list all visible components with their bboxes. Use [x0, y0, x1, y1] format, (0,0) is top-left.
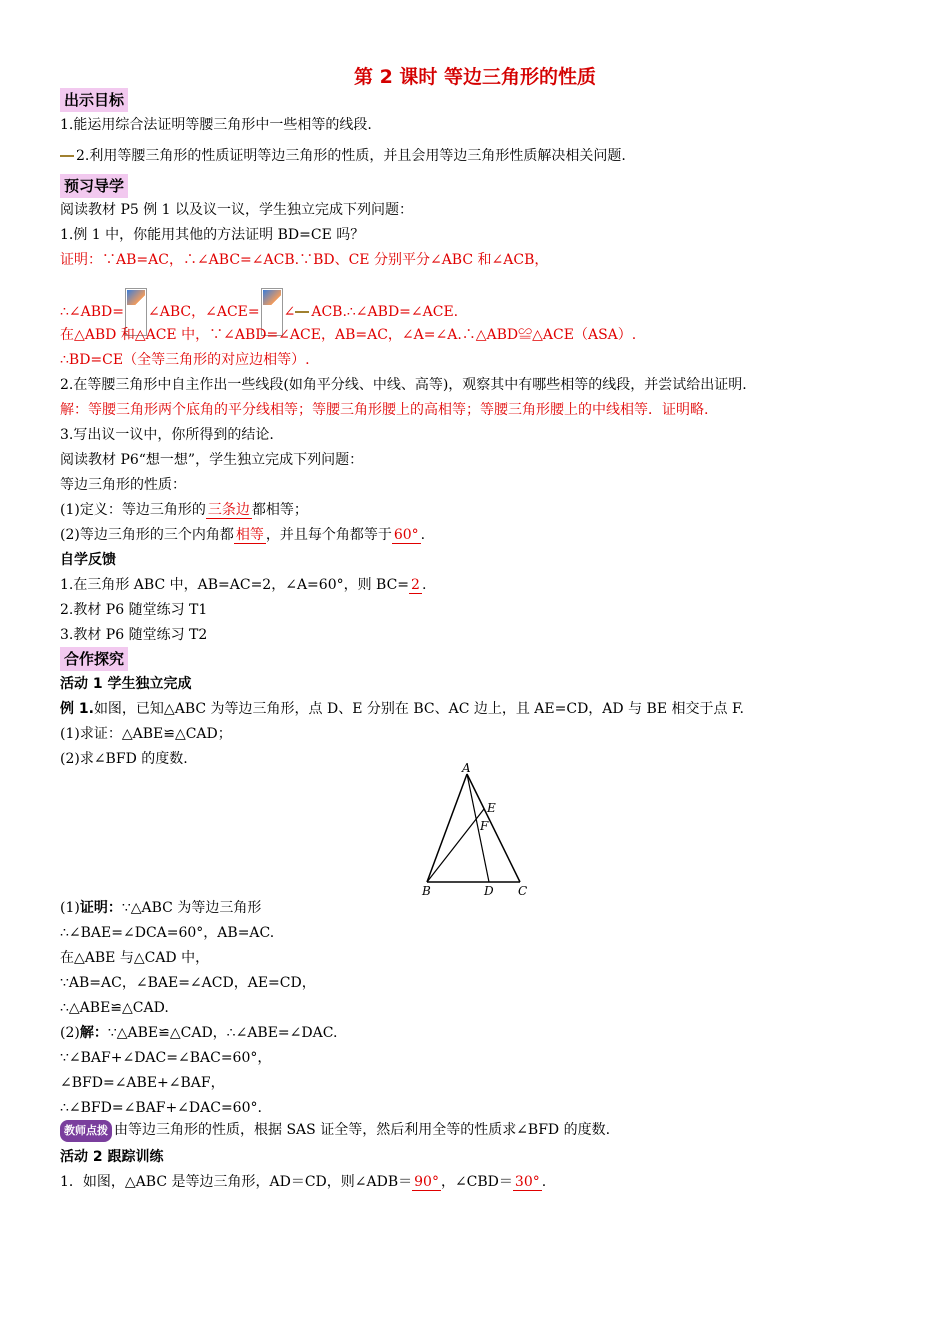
preview-intro: 阅读教材 P5 例 1 以及议一议，学生独立完成下列问题：: [60, 202, 414, 218]
preview-answer-2: 解：等腰三角形两个底角的平分线相等；等腰三角形腰上的高相等；等腰三角形腰上的中线相等．证明略.: [60, 402, 709, 418]
example-question-2: (2)求∠BFD 的度数.: [60, 751, 188, 767]
preview-question-2: 2.在等腰三角形中自主作出一些线段(如角平分线、中线、高等)，观察其中有哪些相等的线段，并尝试给出证明.: [60, 377, 747, 393]
answer-blank: 60°: [393, 527, 419, 543]
label-a: A: [462, 762, 471, 775]
side-ab: [427, 774, 467, 882]
label-e: E: [487, 801, 496, 815]
label-d: D: [484, 884, 494, 898]
solution-line-2: ∴∠BAE=∠DCA=60°，AB=AC.: [60, 925, 275, 941]
section-explore-heading: 合作探究: [60, 647, 128, 671]
proof-line-3: 在△ABD 和△ACE 中，∵∠ABD=∠ACE，AB=AC，∠A=∠A.∴△ABD≌△ACE（ASA）.: [60, 327, 637, 343]
activity-1-heading: 活动 1 学生独立完成: [60, 676, 192, 692]
solution-line-5: ∴△ABE≌△CAD.: [60, 1000, 169, 1016]
teacher-tip: 教师点拨 由等边三角形的性质，根据 SAS 证全等，然后利用全等的性质求∠BFD 的度数.: [60, 1120, 610, 1142]
underline-mark: [295, 311, 309, 313]
activity-2-heading: 活动 2 跟踪训练: [60, 1149, 164, 1165]
section-preview-heading: 预习导学: [60, 174, 128, 198]
answer-blank: 2: [411, 577, 420, 593]
goal-line-2: 2.利用等腰三角形的性质证明等边三角形的性质，并且会用等边三角形性质解决相关问题.: [60, 146, 626, 166]
solution-line-8: ∠BFD=∠ABE+∠BAF，: [60, 1075, 225, 1091]
label-b: B: [422, 884, 431, 898]
activity-2-question-1: 1．如图，△ABC 是等边三角形，AD＝CD，则∠ADB＝ 90° ，∠CBD＝ 30° .: [60, 1174, 547, 1190]
property-2: (2)等边三角形的三个内角都 相等 ，并且每个角都等于 60° .: [60, 527, 426, 543]
lesson-title: 第 2 课时 等边三角形的性质: [353, 66, 597, 88]
example-1: 例 1.如图，已知△ABC 为等边三角形，点 D、E 分别在 BC、AC 边上，且 AE=CD，AD 与 BE 相交于点 F.: [60, 701, 744, 717]
feedback-question-1: 1.在三角形 ABC 中，AB=AC=2，∠A=60°，则 BC= 2 .: [60, 577, 427, 593]
feedback-question-3: 3.教材 P6 随堂练习 T2: [60, 627, 208, 643]
teacher-tip-badge: 教师点拨: [60, 1120, 112, 1142]
property-title: 等边三角形的性质：: [60, 477, 186, 493]
solution-line-4: ∵AB=AC，∠BAE=∠ACD，AE=CD，: [60, 975, 316, 991]
preview-question-3: 3.写出议一议中，你所得到的结论.: [60, 427, 274, 443]
side-ac: [467, 774, 520, 882]
solution-line-6: (2)解：∵△ABE≌△CAD，∴∠ABE=∠DAC.: [60, 1025, 338, 1041]
section-goals-heading: 出示目标: [60, 88, 128, 112]
triangle-figure: [412, 762, 542, 898]
feedback-question-2: 2.教材 P6 随堂练习 T1: [60, 602, 208, 618]
solution-line-1: (1)证明：∵△ABC 为等边三角形: [60, 900, 262, 916]
proof-line-4: ∴BD=CE（全等三角形的对应边相等）.: [60, 352, 310, 368]
answer-blank: 三条边: [207, 502, 250, 518]
goal-line-1: 1.能运用综合法证明等腰三角形中一些相等的线段.: [60, 117, 372, 133]
solution-line-3: 在△ABE 与△CAD 中，: [60, 950, 210, 966]
proof-line-1: 证明：∵AB=AC，∴∠ABC=∠ACB.∵BD、CE 分别平分∠ABC 和∠ACB，: [60, 252, 549, 268]
label-c: C: [518, 884, 528, 898]
proof-line-2: ∴∠ABD= ∠ABC，∠ACE= ∠ ACB.∴∠ABD=∠ACE.: [60, 288, 458, 336]
feedback-heading: 自学反馈: [60, 552, 116, 568]
label-f: F: [480, 819, 489, 833]
preview-intro-2: 阅读教材 P6“想一想”，学生独立完成下列问题：: [60, 452, 364, 468]
segment-be: [427, 809, 484, 882]
underline-mark: [60, 155, 74, 157]
preview-question-1: 1.例 1 中，你能用其他的方法证明 BD=CE 吗？: [60, 227, 365, 243]
answer-blank: 相等: [235, 527, 264, 543]
answer-blank: 90°: [414, 1174, 439, 1190]
answer-blank: 30°: [514, 1174, 540, 1190]
example-question-1: (1)求证：△ABE≌△CAD；: [60, 726, 232, 742]
solution-line-7: ∵∠BAF+∠DAC=∠BAC=60°，: [60, 1050, 272, 1066]
solution-line-9: ∴∠BFD=∠BAF+∠DAC=60°.: [60, 1100, 262, 1116]
property-1: (1)定义：等边三角形的 三条边 都相等；: [60, 502, 308, 518]
